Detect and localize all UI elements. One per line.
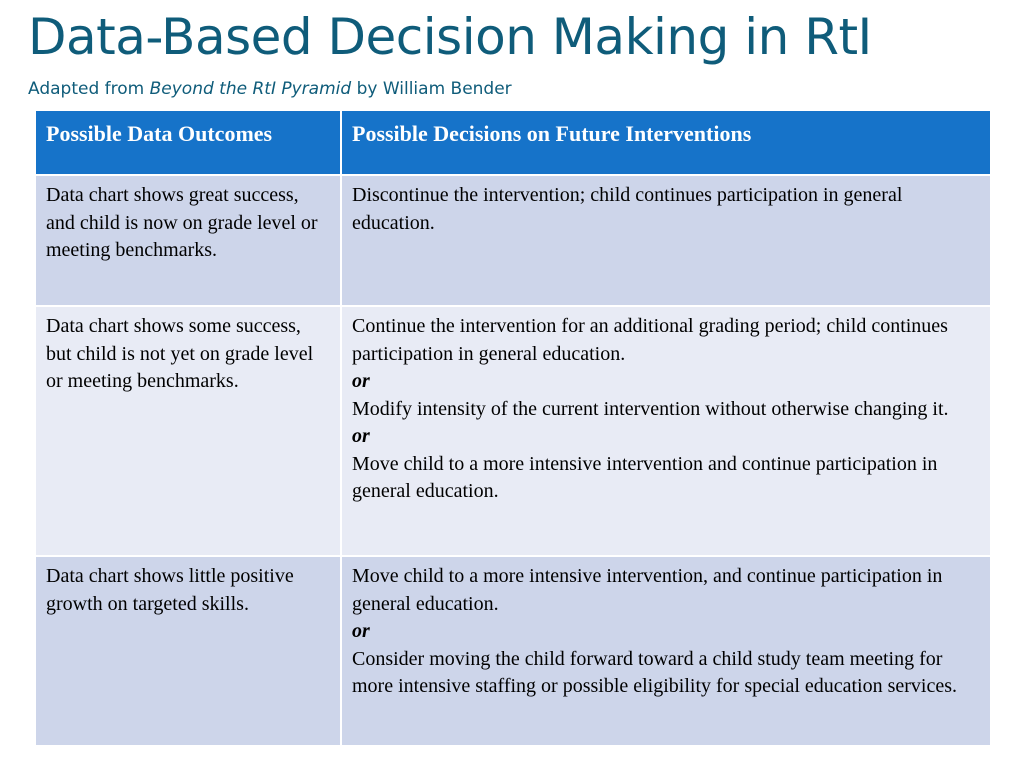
- decision-text: Discontinue the intervention; child continues participation in general education.: [352, 184, 903, 234]
- outcome-cell: Data chart shows some success, but child is not yet on grade level or meeting benchmarks.: [35, 306, 341, 556]
- decision-cell: [341, 306, 991, 556]
- slide-subtitle: [28, 78, 512, 100]
- header-data-outcomes: Possible Data Outcomes: [35, 110, 341, 175]
- decision-text: Modify intensity of the current intervention without otherwise changing it.: [352, 397, 949, 420]
- table-row: [35, 556, 991, 746]
- decision-text: Consider moving the child forward toward a child study team meeting for more intensive staffing or possible eligibility for special education services.: [352, 647, 958, 697]
- outcome-cell: Data chart shows great success, and child is now on grade level or meeting benchmarks.: [35, 175, 341, 306]
- decision-text: Move child to a more intensive intervention and continue participation in general education.: [352, 452, 938, 502]
- table-row: [35, 306, 991, 556]
- decision-text: Move child to a more intensive intervention, and continue participation in general education.: [352, 565, 943, 615]
- subtitle-prefix: Adapted from: [28, 79, 150, 99]
- decision-table: [34, 109, 992, 747]
- header-future-interventions: Possible Decisions on Future Interventions: [341, 110, 991, 175]
- subtitle-book-title: Beyond the RtI Pyramid: [149, 79, 352, 99]
- table-row: [35, 175, 991, 306]
- decision-cell: [341, 556, 991, 746]
- table-header-row: [35, 110, 991, 175]
- decision-text: Continue the intervention for an additional grading period; child continues participation in general education.: [352, 315, 948, 365]
- slide-title: Data-Based Decision Making in RtI: [28, 8, 872, 66]
- or-separator: or: [352, 620, 370, 642]
- or-separator: or: [352, 425, 370, 447]
- outcome-cell: Data chart shows little positive growth on targeted skills.: [35, 556, 341, 746]
- or-separator: or: [352, 370, 370, 392]
- decision-cell: [341, 175, 991, 306]
- subtitle-suffix: by William Bender: [351, 79, 512, 99]
